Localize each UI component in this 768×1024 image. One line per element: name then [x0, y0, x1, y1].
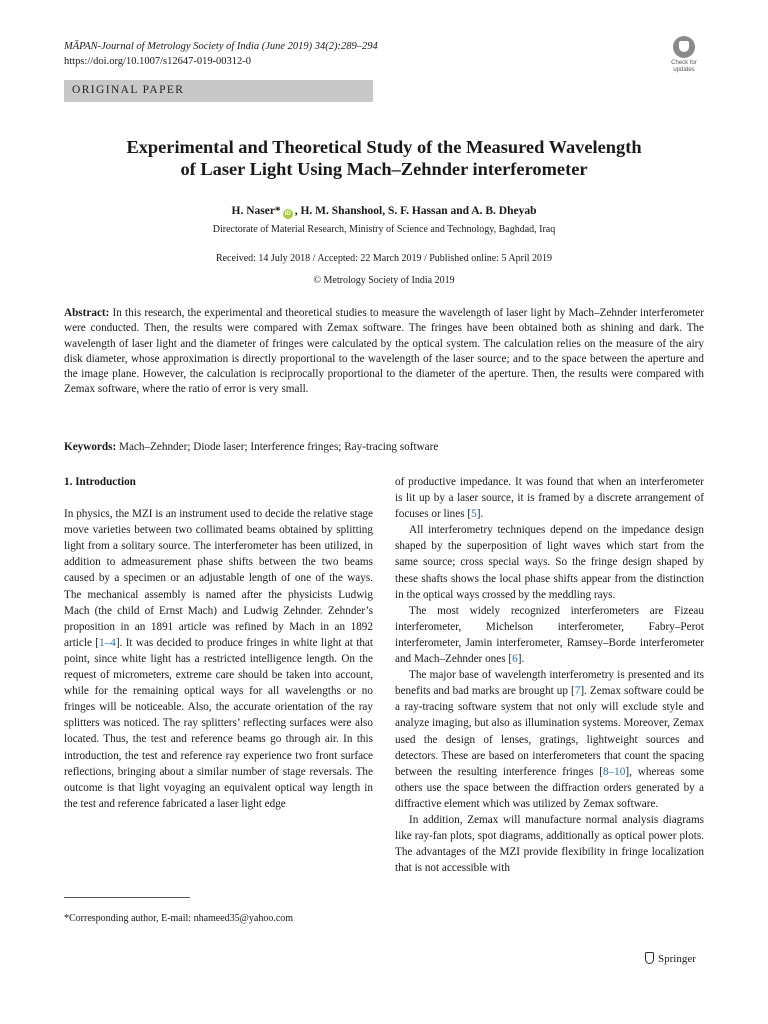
check-updates-label: Check for updates: [671, 60, 697, 73]
publisher-logo: [645, 952, 696, 966]
doi-link[interactable]: https://doi.org/10.1007/s12647-019-00312-0: [64, 56, 252, 67]
orcid-icon[interactable]: iD: [284, 211, 291, 217]
paragraph: The major base of wavelength interferometry is presented and its benefits and bad marks are brought up [7]. Zemax software could be a ray-tracing software system that not only will exclude style and analyze imaging, but also as illumination systems. Moreover, Zemax used the design of lenses, gratings, lightweight sources and detectors. These are based on interferometers that count the spacing between the resulting interference fringes [8–10], whereas some others use the space between the diffraction orders generated by a diffractive element which was utilized by Zemax software.: [395, 669, 705, 810]
corresponding-author: H. Naser*: [231, 205, 281, 217]
article-type-label: ORIGINAL PAPER: [72, 84, 185, 96]
affiliation: Directorate of Material Research, Ministry of Science and Technology, Baghdad, Iraq: [212, 224, 556, 235]
check-for-updates-badge[interactable]: [664, 36, 704, 74]
citation-link[interactable]: 8–10: [602, 765, 626, 778]
paragraph: of productive impedance. It was found that when an interferometer is lit up by a laser source, it is framed by a discrete arrangement of focuses or lines [5].: [395, 476, 704, 521]
journal-citation: MĀPAN-Journal of Metrology Society of India (June 2019) 34(2):289–294: [64, 41, 378, 52]
citation-link[interactable]: 6: [512, 653, 518, 666]
column-left: [64, 474, 373, 812]
abstract: [64, 306, 704, 398]
copyright-notice: © Metrology Society of India 2019: [313, 275, 455, 286]
paragraph: In addition, Zemax will manufacture normal analysis diagrams like ray-fan plots, spot diagrams, additionally as optical power plots. The advantages of the MZI provide flexibility in fringe localization that is not accessible with: [395, 813, 704, 875]
title-line-2: of Laser Light Using Mach–Zehnder interferometer: [180, 159, 588, 179]
citation-link[interactable]: 1–4: [99, 636, 116, 649]
author-list: [64, 204, 704, 219]
article-type-banner: [64, 80, 373, 102]
paragraph: All interferometry techniques depend on the impedance design shaped by the superposition of light waves which start from the same source; cross special ways. So the fringe design shaped by these shafts shows the local phase shifts appear from the distinction in the optical ways crossed by the meddling rays.: [395, 524, 704, 601]
citation-link[interactable]: 7: [574, 685, 581, 698]
footnote-divider: [64, 897, 190, 898]
section-heading: 1. Introduction: [64, 476, 136, 488]
paper-title: [64, 136, 704, 180]
publisher-name: Springer: [658, 953, 696, 965]
paragraph: In physics, the MZI is an instrument used to decide the relative stage move varieties between two collimated beams obtained by splitting light from a solitary source. The interferometer has been utilized, in addition to admeasurement phase shifts between the two beams caused by a specimen or an adjustable length of one of the ways. The mechanical assembly is named after the physicists Ludwig Mach (the child of Ernst Mach) and Ludwig Zehnder. Zehnder’s proposition in an 1891 article was refined by Mach in an 1892 article [1–4]. It was decided to produce fringes in white light at that point, since white light has a restricted intelligence length. On the request of micrometers, extreme care should be taken into account, while for the remaining optical ways for all wavelengths or no fringes will be noticeable. Also, the accurate orientation of the ray splitters was noticed. The ray splitters’ reflecting surfaces were also located. Thus, the test and reference beams go through air. In this introduction, the test and reference ray experience two front surface reflections, bringing about a similar number of stage reversals. The outcome is that light voyaging an equivalent optical way length in the test and reference fabricated a laser light edge: [64, 508, 373, 810]
keywords-label: Keywords:: [64, 441, 117, 453]
citation-link[interactable]: 5: [471, 508, 477, 521]
paragraph: The most widely recognized interferometers are Fizeau interferometer, Michelson interferometer, Fabry–Perot interferometer, Jamin interferometer, Ramsey–Borde interferometer and Mach–Zehnder ones [6].: [395, 604, 704, 666]
bookmark-icon: [673, 36, 695, 58]
co-authors: , H. M. Shanshool, S. F. Hassan and A. B. Dheyab: [294, 205, 537, 217]
keywords: [64, 440, 704, 455]
title-line-1: Experimental and Theoretical Study of the Measured Wavelength: [126, 137, 642, 157]
keywords-text: Mach–Zehnder; Diode laser; Interference fringes; Ray-tracing software: [119, 441, 439, 453]
springer-horse-icon: [645, 952, 654, 964]
column-right: [395, 474, 704, 876]
abstract-label: Abstract:: [64, 307, 110, 319]
corresponding-author-footnote: *Corresponding author, E-mail: nhameed35@yahoo.com: [64, 913, 294, 924]
publication-dates: Received: 14 July 2018 / Accepted: 22 March 2019 / Published online: 5 April 2019: [215, 253, 553, 264]
abstract-text: In this research, the experimental and theoretical studies to measure the wavelength of laser light by Mach–Zehnder interferometer were conducted. Then, the results were compared with Zemax software. The fringes have been obtained both as shining and dark. The wavelength of laser light and the diameter of fringes were calculated by the optical system. The calculation relies on the measure of the airy disk diameter, whose approximation is directly proportional to the wavelength of the laser source; and to the space between the aperture and the image plane. However, the calculation is reciprocally proportional to the diameter of the aperture. Then, the results were compared with Zemax software, where the ratio of error is very small.: [64, 307, 704, 396]
